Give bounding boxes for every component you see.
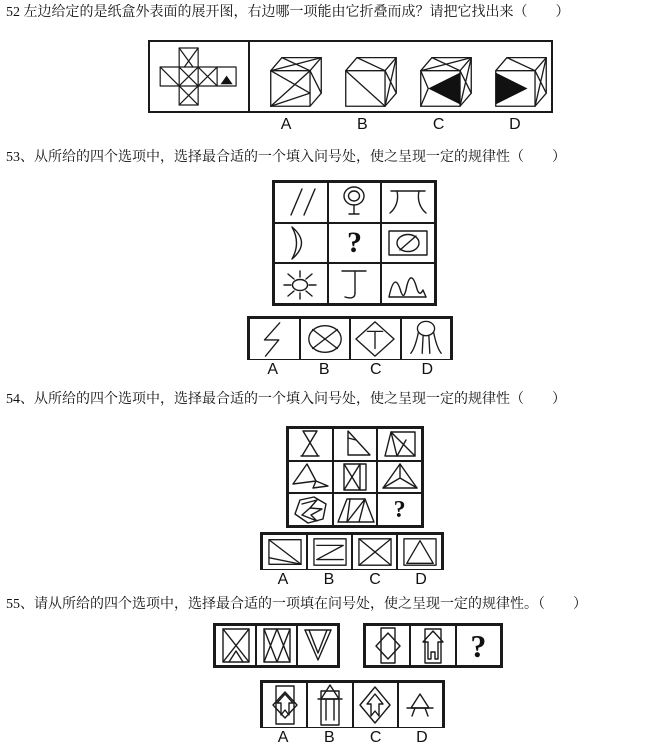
q53-label-c[interactable]: C: [369, 361, 382, 378]
q54-option-labels: [260, 571, 444, 589]
q53-cell-no-sign-in-box: [381, 223, 435, 264]
q52-option-c-cube[interactable]: [415, 52, 477, 110]
q53-cell-curved-pi: [381, 182, 435, 223]
q54-cell-irregular-pinwheel: [288, 493, 333, 526]
q55-g1-nested-chevrons: [297, 625, 338, 666]
q53-cell-hooked-j: [328, 263, 382, 304]
question-53-text: 53、从所给的四个选项中，选择最合适的一个填入问号处，使之呈现一定的规律性（ ）: [6, 150, 566, 165]
q52-option-b-cube[interactable]: [340, 52, 402, 110]
q55-option-d-arrow-bar[interactable]: [398, 682, 443, 728]
q54-label-a[interactable]: A: [277, 571, 289, 588]
q54-cell-triangle-center: [377, 461, 422, 494]
q53-option-b-circle-cross[interactable]: [300, 318, 351, 360]
q54-option-b-bars-diagonal[interactable]: [307, 534, 352, 570]
q52-figure-box: [148, 40, 553, 113]
cube-d-black-triangle: [496, 73, 528, 105]
q53-label-a[interactable]: A: [267, 361, 279, 378]
q55-g2-question-mark: [456, 625, 501, 666]
q54-cell-question-mark: [377, 493, 422, 526]
question-54-text: 54、从所给的四个选项中，选择最合适的一个填入问号处，使之呈现一定的规律性（ ）: [6, 392, 566, 407]
q53-label-d[interactable]: D: [421, 361, 434, 378]
q53-cell-ring-on-stand: [328, 182, 382, 223]
q54-placeholder: ?: [393, 496, 406, 523]
q53-option-labels: [247, 361, 453, 379]
q54-option-a-wedge[interactable]: [262, 534, 307, 570]
cube-c-black-triangle: [428, 73, 460, 105]
q54-cell-right-triangle: [333, 428, 378, 461]
q52-cube-net-figure: [150, 42, 248, 111]
q52-option-d-cube[interactable]: [490, 52, 552, 110]
q52-label-b[interactable]: B: [357, 116, 368, 133]
q53-option-c-diamond-t[interactable]: [350, 318, 401, 360]
q52-option-a-cube[interactable]: [265, 52, 327, 110]
q54-cell-hourglass: [288, 428, 333, 461]
question-55-text: 55、请从所给的四个选项中，选择最合适的一项填在问号处，使之呈现一定的规律性。（ ）: [6, 597, 587, 612]
q53-grid: [272, 180, 437, 306]
q52-label-c[interactable]: C: [432, 116, 445, 133]
q55-option-a-rect-diamond-arrow[interactable]: [262, 682, 307, 728]
q52-label-d[interactable]: D: [509, 116, 521, 133]
q54-cell-rect-cross: [333, 461, 378, 494]
q52-option-labels: [248, 116, 553, 134]
q55-g1-rect-x-small-v: [215, 625, 256, 666]
q55-g1-double-zigzag: [256, 625, 297, 666]
q53-cell-crescent-moon: [274, 223, 328, 264]
q53-cell-question-mark: [328, 223, 382, 264]
q53-option-d-jellyfish[interactable]: [401, 318, 452, 360]
q55-group1: [213, 623, 340, 668]
q55-options-row: [260, 680, 445, 728]
q53-cell-sun: [274, 263, 328, 304]
q55-label-a[interactable]: A: [277, 729, 289, 746]
q54-option-d-triangle[interactable]: [397, 534, 442, 570]
q55-label-b[interactable]: B: [324, 729, 335, 746]
q54-option-c-x[interactable]: [352, 534, 397, 570]
q55-group2: [363, 623, 503, 668]
q53-cell-double-slash: [274, 182, 328, 223]
q54-label-d[interactable]: D: [415, 571, 427, 588]
q55-g2-rect-diamond: [365, 625, 410, 666]
q54-cell-triangle-flag: [288, 461, 333, 494]
q54-label-b[interactable]: B: [323, 571, 335, 588]
q53-option-a-lightning[interactable]: [249, 318, 300, 360]
q54-cell-trapezoid-lines: [333, 493, 378, 526]
q53-placeholder: ?: [346, 225, 362, 259]
q55-option-c-diamond-arrow[interactable]: [353, 682, 398, 728]
q55-label-d[interactable]: D: [416, 729, 428, 746]
q55-option-labels: [260, 729, 445, 747]
q54-options-row: [260, 532, 444, 570]
q55-g2-rect-arrow: [410, 625, 455, 666]
q53-options-row: [247, 316, 453, 360]
question-52-text: 52 左边给定的是纸盒外表面的展开图，右边哪一项能由它折叠而成？请把它找出来（ ）: [6, 5, 570, 20]
net-black-triangle: [221, 76, 233, 85]
q53-label-b[interactable]: B: [318, 361, 330, 378]
q53-cell-mountain-waves: [381, 263, 435, 304]
q54-label-c[interactable]: C: [369, 571, 381, 588]
q54-grid: [286, 426, 424, 528]
q55-placeholder: ?: [470, 627, 487, 664]
q52-box-divider: [248, 42, 250, 111]
q55-option-b-rect-arrow-bar[interactable]: [307, 682, 352, 728]
q55-label-c[interactable]: C: [369, 729, 382, 746]
q52-label-a[interactable]: A: [280, 116, 292, 133]
q54-cell-quad-triangle: [377, 428, 422, 461]
